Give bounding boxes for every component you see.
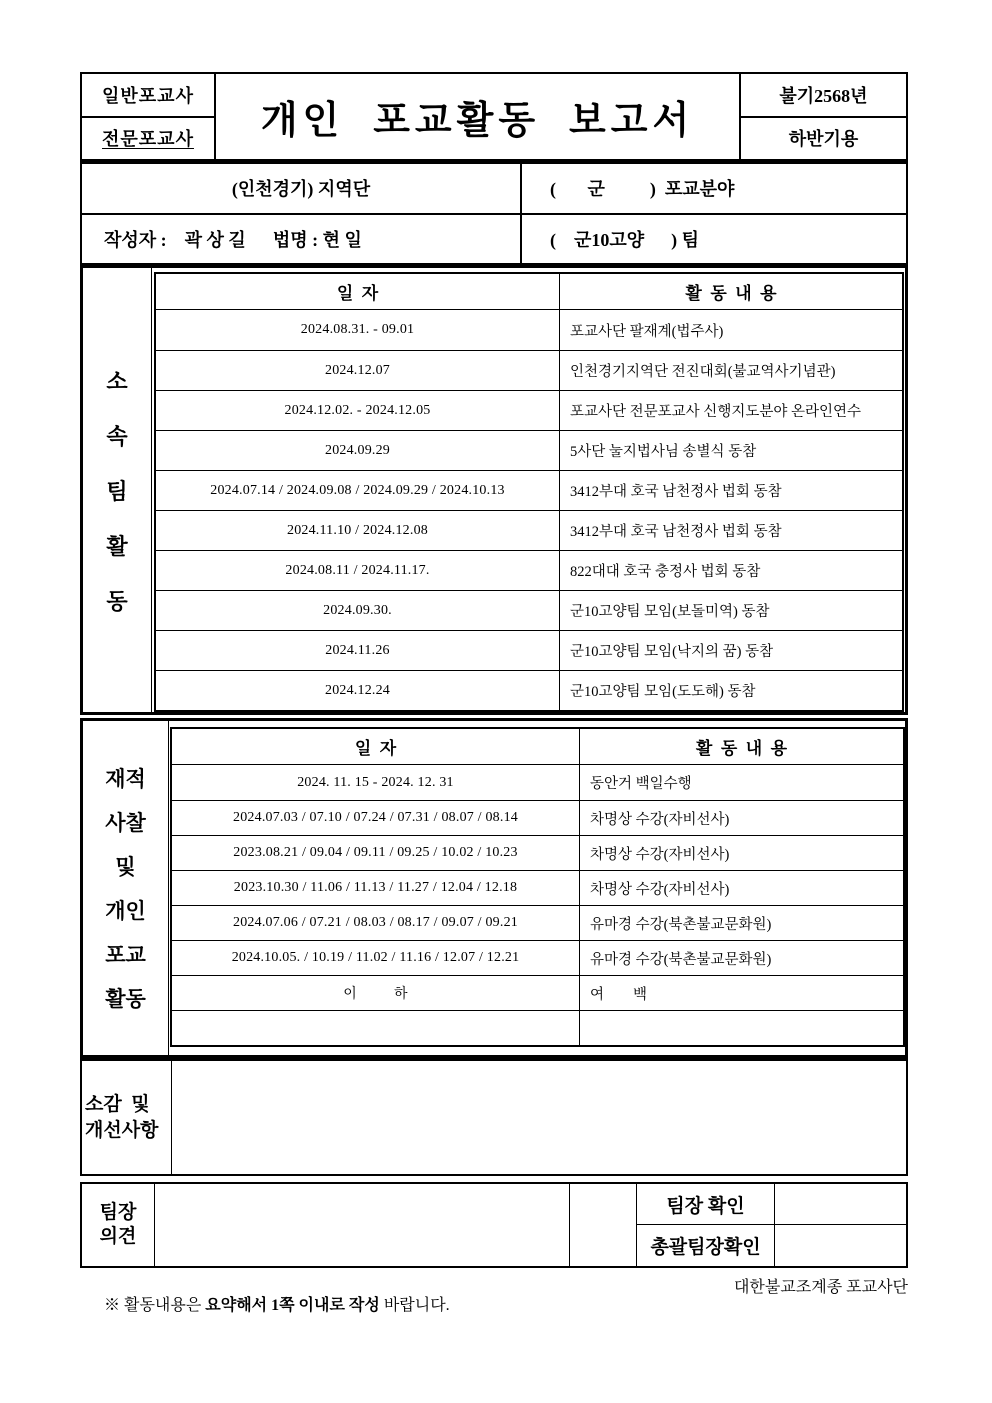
section-label-word: 사찰: [105, 811, 146, 835]
section-label-char: 팀: [106, 478, 128, 504]
activity-content: 5사단 눌지법사님 송별식 동참: [570, 444, 757, 460]
activity-content: 동안거 백일수행: [590, 776, 692, 792]
confirmation-grid: [637, 1184, 906, 1266]
remarks-label: [82, 1061, 172, 1174]
activity-date: 2024.10.05. / 10.19 / 11.02 / 11.16 / 12.07 / 12.21: [172, 941, 580, 975]
footer-note-bold: 요약해서 1쪽 이내로 작성: [205, 1297, 380, 1314]
table-row: [156, 630, 902, 670]
activity-date: 2024.08.31. - 09.01: [156, 310, 560, 350]
activity-date: 2024. 11. 15 - 2024. 12. 31: [172, 765, 580, 800]
leader-opinion-content: [155, 1184, 570, 1266]
table-row: [156, 430, 902, 470]
activity-date: 이 하: [172, 976, 580, 1010]
form-title: 개인 포교활동 보고서: [260, 100, 695, 142]
remarks-label-line2: 개선사항: [85, 1119, 159, 1141]
team-name: ( 군10고양 ) 팀: [550, 229, 700, 250]
content-column-header: 활 동 내 용: [695, 739, 788, 758]
activity-date: 2024.11.10 / 2024.12.08: [156, 511, 560, 550]
activity-content: 포교사단 전문포교사 신행지도분야 온라인연수: [570, 404, 862, 420]
organization-name: 대한불교조계종 포교사단: [733, 1279, 908, 1296]
date-column-header: 일 자: [172, 729, 580, 764]
missionary-field: ( 군 ) 포교분야: [550, 179, 735, 200]
section-label-word: 활동: [105, 987, 146, 1011]
activity-date: [172, 1011, 580, 1045]
team-activity-section: [80, 265, 908, 715]
activity-content: 차명상 수강(자비선사): [590, 881, 730, 898]
team-leader-confirm-signature: [775, 1184, 906, 1225]
personal-activity-section: [80, 718, 908, 1058]
table-row: [156, 470, 902, 510]
activity-date: 2024.12.24: [156, 671, 560, 710]
form-footer: [80, 1274, 908, 1333]
leader-spacer-cell: [570, 1184, 637, 1266]
table-row: [156, 310, 902, 350]
general-leader-confirm-label: 총괄팀장확인: [637, 1225, 775, 1266]
activity-content: 군10고양팀 모임(도도해) 동참: [570, 684, 756, 700]
activity-content: 군10고양팀 모임(낙지의 꿈) 동참: [570, 644, 774, 660]
activity-content: 차명상 수강(자비선사): [590, 811, 730, 828]
leader-label-line1: 팀장: [99, 1202, 137, 1224]
content-column-header: 활 동 내 용: [685, 284, 777, 303]
missionary-type-cells: [82, 74, 216, 159]
activity-content: 포교사단 팔재계(법주사): [570, 323, 724, 340]
activity-date: 2024.09.29: [156, 431, 560, 470]
team-activity-section-label: [83, 268, 152, 712]
table-row: [172, 1010, 903, 1045]
leader-label-line2: 의견: [99, 1226, 137, 1247]
form-header: [80, 72, 908, 161]
footer-note-suffix: 바랍니다.: [379, 1297, 450, 1314]
buddhist-year-label: 불기2568년: [741, 74, 906, 118]
section-label-word: 재적: [105, 767, 146, 791]
activity-date: 2024.08.11 / 2024.11.17.: [156, 551, 560, 590]
personal-activity-table-header: [172, 729, 903, 765]
section-label-char: 동: [106, 588, 128, 614]
team-leader-confirm-label: 팀장 확인: [637, 1184, 775, 1225]
team-activity-table-header: [156, 274, 902, 310]
table-row: [172, 870, 903, 905]
footer-note: [80, 1274, 450, 1333]
table-row: [172, 835, 903, 870]
personal-activity-rows: [172, 765, 903, 1045]
activity-content: 인천경기지역단 전진대회(불교역사기념관): [570, 364, 836, 380]
leader-opinion-label: [82, 1184, 155, 1266]
period-cells: [739, 74, 906, 159]
activity-content: 유마경 수강(북촌불교문화원): [590, 951, 772, 968]
table-row: [172, 940, 903, 975]
activity-date: 2024.07.03 / 07.10 / 07.24 / 07.31 / 08.07 / 08.14: [172, 801, 580, 835]
section-label-word: 포교: [105, 943, 146, 967]
region-row: [82, 164, 906, 215]
writer-name: 작성자 : 곽 상 길 법명 : 현 일: [82, 215, 522, 264]
table-row: [172, 800, 903, 835]
activity-date: 2024.12.07: [156, 351, 560, 390]
personal-activity-table: [170, 727, 905, 1047]
activity-date: 2024.12.02. - 2024.12.05: [156, 391, 560, 430]
section-label-char: 속: [106, 423, 128, 449]
activity-content: 3412부대 호국 남천정사 법회 동참: [570, 524, 782, 540]
activity-content: 822대대 호국 충정사 법회 동참: [570, 564, 761, 580]
writer-row: [82, 215, 906, 264]
table-row: [172, 905, 903, 940]
table-row: [156, 350, 902, 390]
activity-date: 2023.08.21 / 09.04 / 09.11 / 09.25 / 10.02 / 10.23: [172, 836, 580, 870]
team-activity-rows: [156, 310, 902, 710]
remarks-content: [172, 1061, 906, 1174]
table-row: [156, 390, 902, 430]
table-row: [156, 510, 902, 550]
section-label-word: 개인: [105, 899, 146, 923]
remarks-section: [80, 1058, 908, 1176]
remarks-label-line1: 소감 및: [85, 1093, 150, 1115]
footer-note-prefix: ※ 활동내용은: [104, 1297, 206, 1314]
activity-date: 2024.07.06 / 07.21 / 08.03 / 08.17 / 09.07 / 09.21: [172, 906, 580, 940]
region-name: (인천경기) 지역단: [82, 164, 522, 213]
general-leader-confirm-signature: [775, 1225, 906, 1266]
table-row: [156, 590, 902, 630]
half-year-label: 하반기용: [788, 129, 859, 150]
section-label-char: 소: [106, 368, 128, 394]
activity-date: 2023.10.30 / 11.06 / 11.13 / 11.27 / 12.04 / 12.18: [172, 871, 580, 905]
date-column-header: 일 자: [156, 274, 560, 309]
leader-opinion-section: [80, 1182, 908, 1268]
writer-info: [80, 161, 908, 265]
table-row: [156, 670, 902, 710]
activity-date: 2024.11.26: [156, 631, 560, 670]
professional-missionary-label: 전문포교사: [102, 129, 194, 150]
section-label-word: 및: [115, 855, 136, 879]
activity-content: 여 백: [590, 986, 648, 1003]
team-activity-table: [154, 272, 904, 712]
activity-content: 유마경 수강(북촌불교문화원): [590, 916, 772, 933]
activity-content: 차명상 수강(자비선사): [590, 846, 730, 863]
table-row: [172, 765, 903, 800]
activity-content: 3412부대 호국 남천정사 법회 동참: [570, 484, 782, 500]
table-row: [172, 975, 903, 1010]
personal-activity-section-label: [83, 721, 169, 1055]
section-label-char: 활: [106, 533, 128, 559]
table-row: [156, 550, 902, 590]
activity-date: 2024.07.14 / 2024.09.08 / 2024.09.29 / 2024.10.13: [156, 471, 560, 510]
activity-date: 2024.09.30.: [156, 591, 560, 630]
activity-content: 군10고양팀 모임(보돌미역) 동참: [570, 604, 770, 620]
general-missionary-label: 일반포교사: [82, 74, 214, 118]
activity-content: [580, 1011, 903, 1045]
